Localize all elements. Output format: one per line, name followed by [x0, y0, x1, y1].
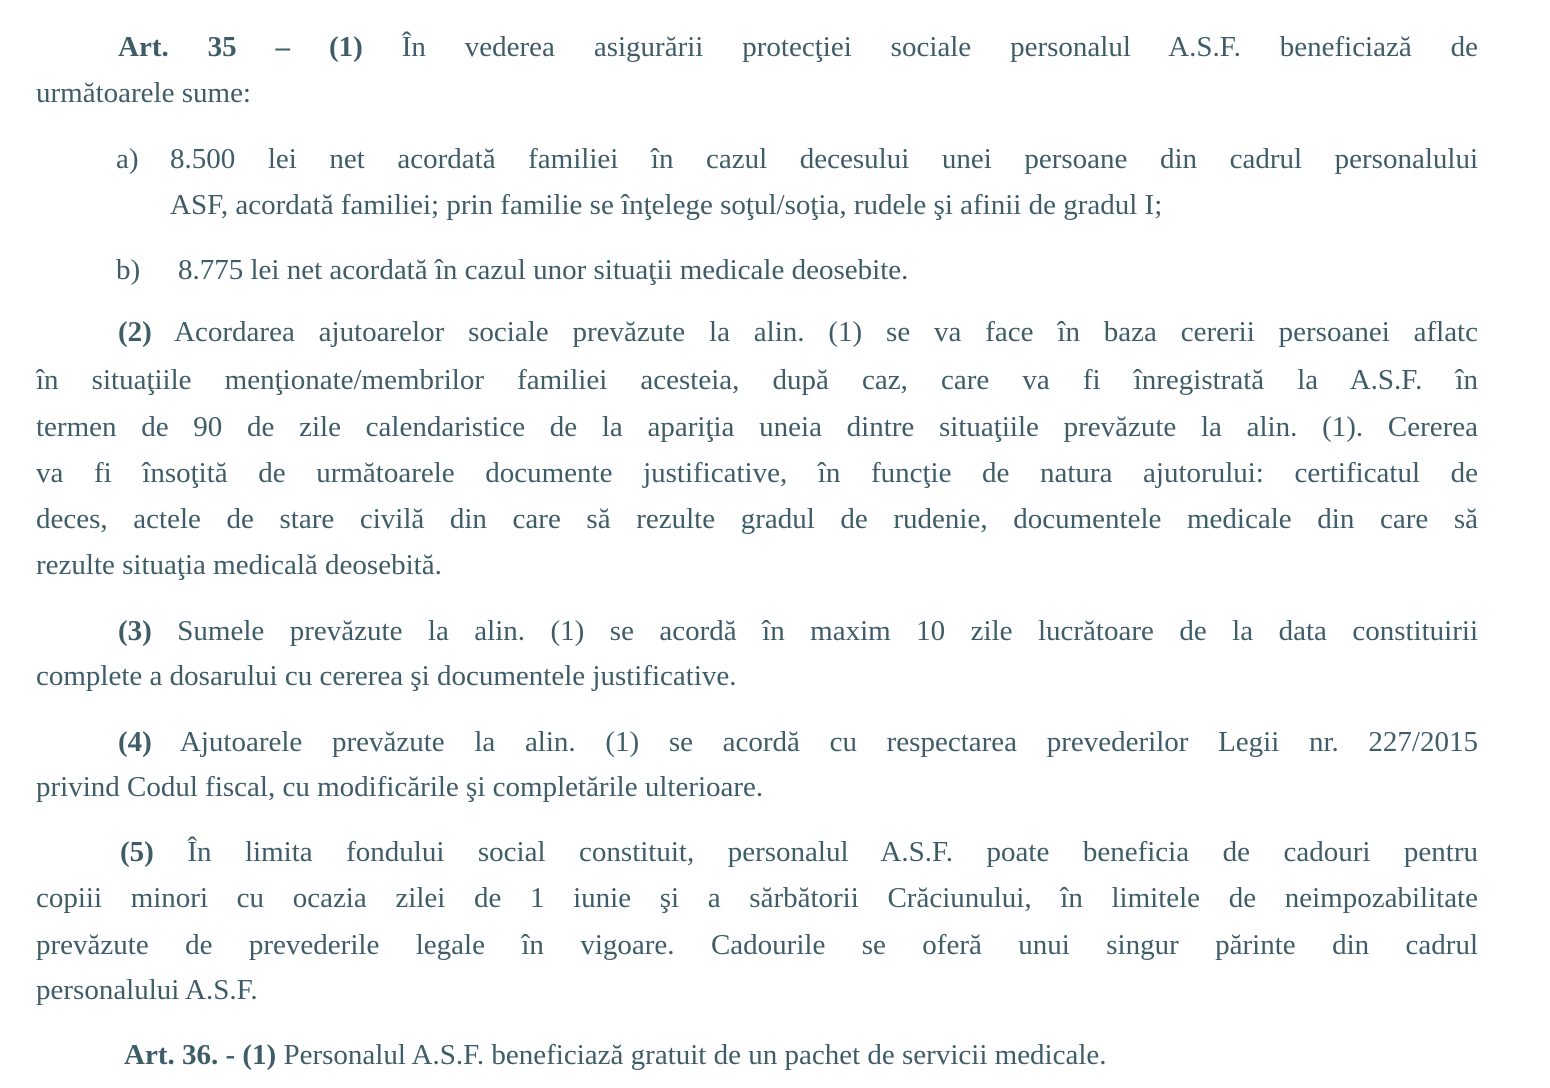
para3-line1: [118, 608, 1478, 654]
para2-line5: deces, actele de stare civilă din care să rezulte gradul de rudenie, documentele medicale din care să: [36, 503, 1478, 535]
art36-line: [124, 1032, 1107, 1078]
art35-para1-text: În vederea asigurării protecţiei sociale personalul A.S.F. beneficiază de: [401, 31, 1478, 63]
para5-line3: prevăzute de prevederile legale în vigoare. Cadourile se oferă unui singur părinte din cadrul: [36, 929, 1478, 961]
art35-para1-line2: următoarele sume:: [36, 77, 251, 109]
art35-heading: Art. 35 – (1): [118, 31, 363, 63]
para4-line2: privind Codul fiscal, cu modificările şi completările ulterioare.: [36, 771, 764, 803]
para2-line1: [118, 309, 1478, 355]
para4-text: Ajutoarele prevăzute la alin. (1) se acordă cu respectarea prevederilor Legii nr. 227/2015: [179, 726, 1478, 758]
item-a-line2: ASF, acordată familiei; prin familie se înţelege soţul/soţia, rudele şi afinii de gradul I;: [170, 189, 1163, 221]
para2-line3: termen de 90 de zile calendaristice de la apariţia uneia dintre situaţiile prevăzute la alin. (1). Cererea: [36, 411, 1478, 443]
art35-para1-line1: [118, 24, 1478, 70]
item-a-line1: 8.500 lei net acordată familiei în cazul decesului unei persoane din cadrul personalului: [170, 143, 1478, 175]
para5-text: În limita fondului social constituit, personalul A.S.F. poate beneficia de cadouri pentru: [187, 836, 1478, 868]
para4-line1: [118, 719, 1478, 765]
item-b-marker: b): [116, 254, 141, 286]
para2-text: Acordarea ajutoarelor sociale prevăzute la alin. (1) se va face în baza cererii persoanei aflatc: [174, 316, 1478, 348]
para3-line2: complete a dosarului cu cererea şi documentele justificative.: [36, 660, 737, 692]
art36-text: Personalul A.S.F. beneficiază gratuit de un pachet de servicii medicale.: [283, 1039, 1107, 1071]
para2-number: (2): [118, 316, 152, 348]
para3-text: Sumele prevăzute la alin. (1) se acordă în maxim 10 zile lucrătoare de la data constituirii: [177, 615, 1478, 647]
para5-line4: personalului A.S.F.: [36, 974, 258, 1006]
para5-number: (5): [120, 836, 154, 868]
item-a-marker: a): [116, 143, 139, 175]
para4-number: (4): [118, 726, 152, 758]
para3-number: (3): [118, 615, 152, 647]
art36-heading: Art. 36. - (1): [124, 1039, 277, 1071]
para2-line2: în situaţiile menţionate/membrilor familiei acesteia, după caz, care va fi înregistrată la A.S.F. în: [36, 364, 1478, 396]
para5-line2: copiii minori cu ocazia zilei de 1 iunie şi a sărbătorii Crăciunului, în limitele de neimpozabilitate: [36, 882, 1478, 914]
para2-line4: va fi însoţită de următoarele documente justificative, în funcţie de natura ajutorului: certificatul de: [36, 457, 1478, 489]
para5-line1: [120, 829, 1478, 875]
item-b-line1: 8.775 lei net acordată în cazul unor situaţii medicale deosebite.: [178, 254, 909, 286]
para2-line6: rezulte situaţia medicală deosebită.: [36, 549, 442, 581]
